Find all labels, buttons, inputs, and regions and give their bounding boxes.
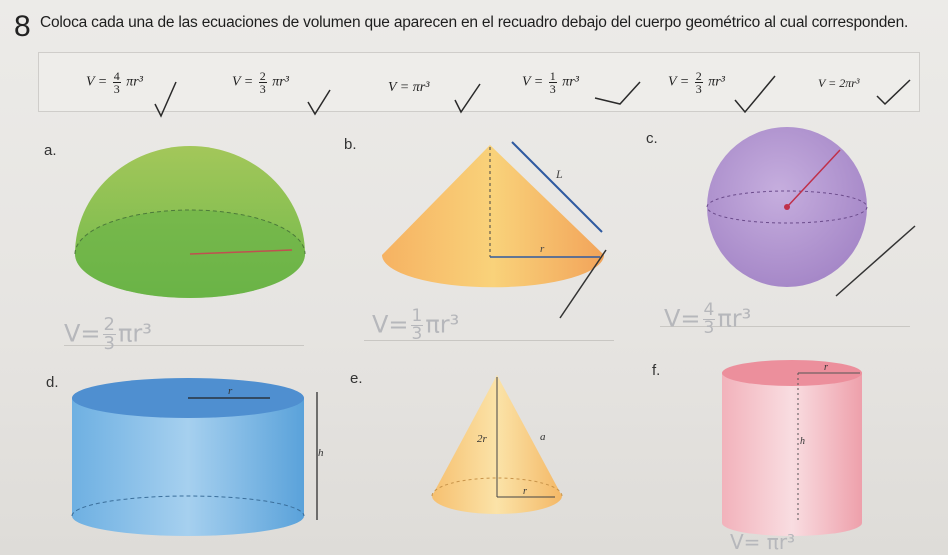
instruction-text: Coloca cada una de las ecuaciones de volumen que aparecen en el recuadro debajo del cuerpo geométrico al cual corresponden. [40,14,909,31]
check-icon [308,90,330,114]
figure-e-letter: e. [350,370,363,387]
cone-e-figure [432,375,562,514]
cone-e-slant-label: a [540,431,546,443]
answer-b: V= $\frac{1}{3}$ πr³ [372,306,460,344]
check-icon [155,82,176,116]
answer-a: V= $\frac{2}{3}$ πr³ [64,314,152,354]
check-icon [877,80,910,104]
figure-c-letter: c. [646,130,658,147]
sphere-figure [707,127,915,296]
answer-c: V= $\frac{4}{3}$ πr³ [664,300,752,338]
equation-5: V = $\frac{2}{3}$ πr³ [668,69,725,96]
cone-b-radius-label: r [540,243,545,255]
cylinder-d-height-label: h [318,447,324,459]
figure-f-letter: f. [652,362,661,379]
cone-e-radius-label: r [523,486,527,497]
cylinder-f-height-label: h [800,436,805,447]
cone-e-height-label: 2r [477,433,487,445]
check-icon [735,76,775,112]
equation-4: V = $\frac{1}{3}$ πr³ [522,69,579,96]
check-icon [595,82,640,104]
figure-b-letter: b. [344,136,357,153]
check-icon [455,84,480,112]
equation-4-fraction: $\frac{1}{3}$ [549,69,556,96]
cylinder-f-figure [722,360,862,536]
answer-b-fraction: $\frac{1}{3}$ [411,306,423,344]
figure-d-letter: d. [46,374,59,391]
answer-c-fraction: $\frac{4}{3}$ [703,300,715,338]
equation-1: V = $\frac{4}{3}$ πr³ [86,69,143,96]
equation-3: V = πr³ [388,80,430,95]
equation-2: V = $\frac{2}{3}$ πr³ [232,69,289,96]
equation-2-fraction: $\frac{2}{3}$ [259,69,266,96]
cone-b-figure [382,142,606,318]
cone-b-slant-label: L [556,167,563,181]
hemisphere-figure [75,146,305,298]
answer-a-fraction: $\frac{2}{3}$ [103,314,115,354]
question-number: 8 [14,10,31,43]
cylinder-f-radius-label: r [824,362,828,373]
figure-a-letter: a. [44,142,57,159]
equation-5-fraction: $\frac{2}{3}$ [695,69,702,96]
answer-f: V= πr³ [730,530,796,554]
checkmarks [155,76,910,116]
equation-6: V = 2πr³ [818,76,860,90]
equation-1-fraction: $\frac{4}{3}$ [113,69,120,96]
cylinder-d-radius-label: r [228,385,233,397]
cylinder-d-figure [72,378,324,536]
